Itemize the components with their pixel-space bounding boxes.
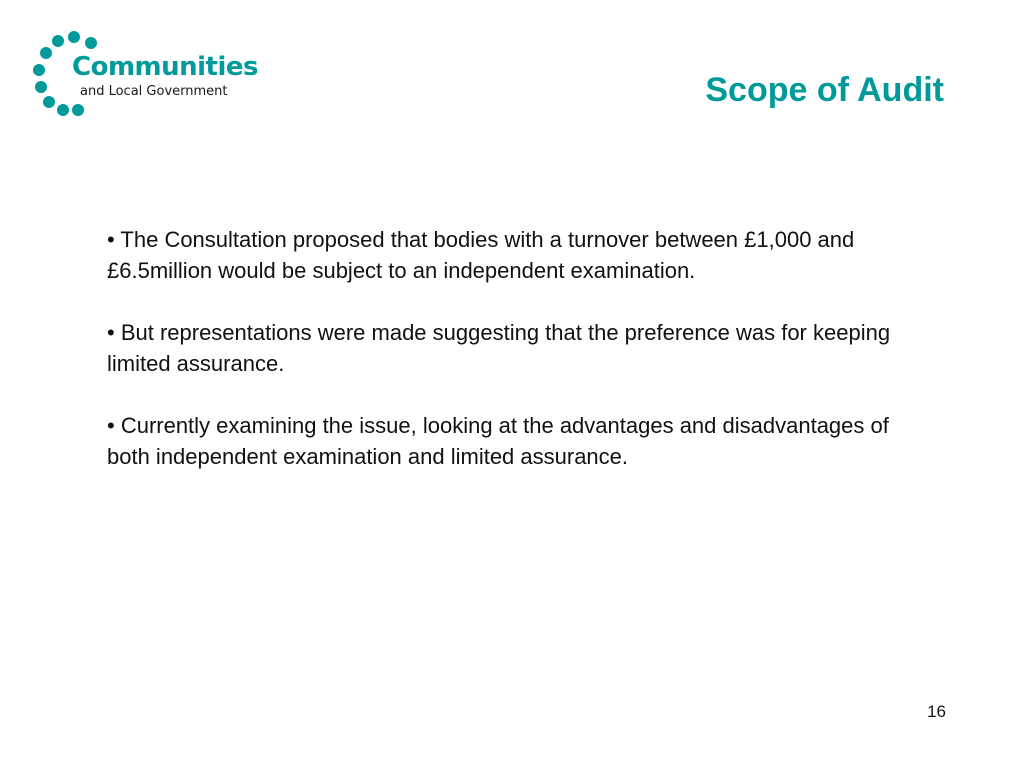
slide-body [107, 224, 937, 503]
bullet-item: • But representations were made suggesting that the preference was for keeping limited assurance. [107, 320, 891, 376]
slide-title: Scope of Audit [705, 71, 944, 109]
logo-subtitle: and Local Government [80, 84, 228, 99]
bullet-item: • The Consultation proposed that bodies with a turnover between £1,000 and £6.5million would be subject to an independent examination. [107, 227, 855, 283]
bullet-item: • Currently examining the issue, looking at the advantages and disadvantages of both independent examination and limited assurance. [107, 413, 889, 469]
department-logo [28, 28, 268, 123]
logo-wordmark: Communities [72, 52, 259, 82]
page-number: 16 [927, 702, 946, 721]
